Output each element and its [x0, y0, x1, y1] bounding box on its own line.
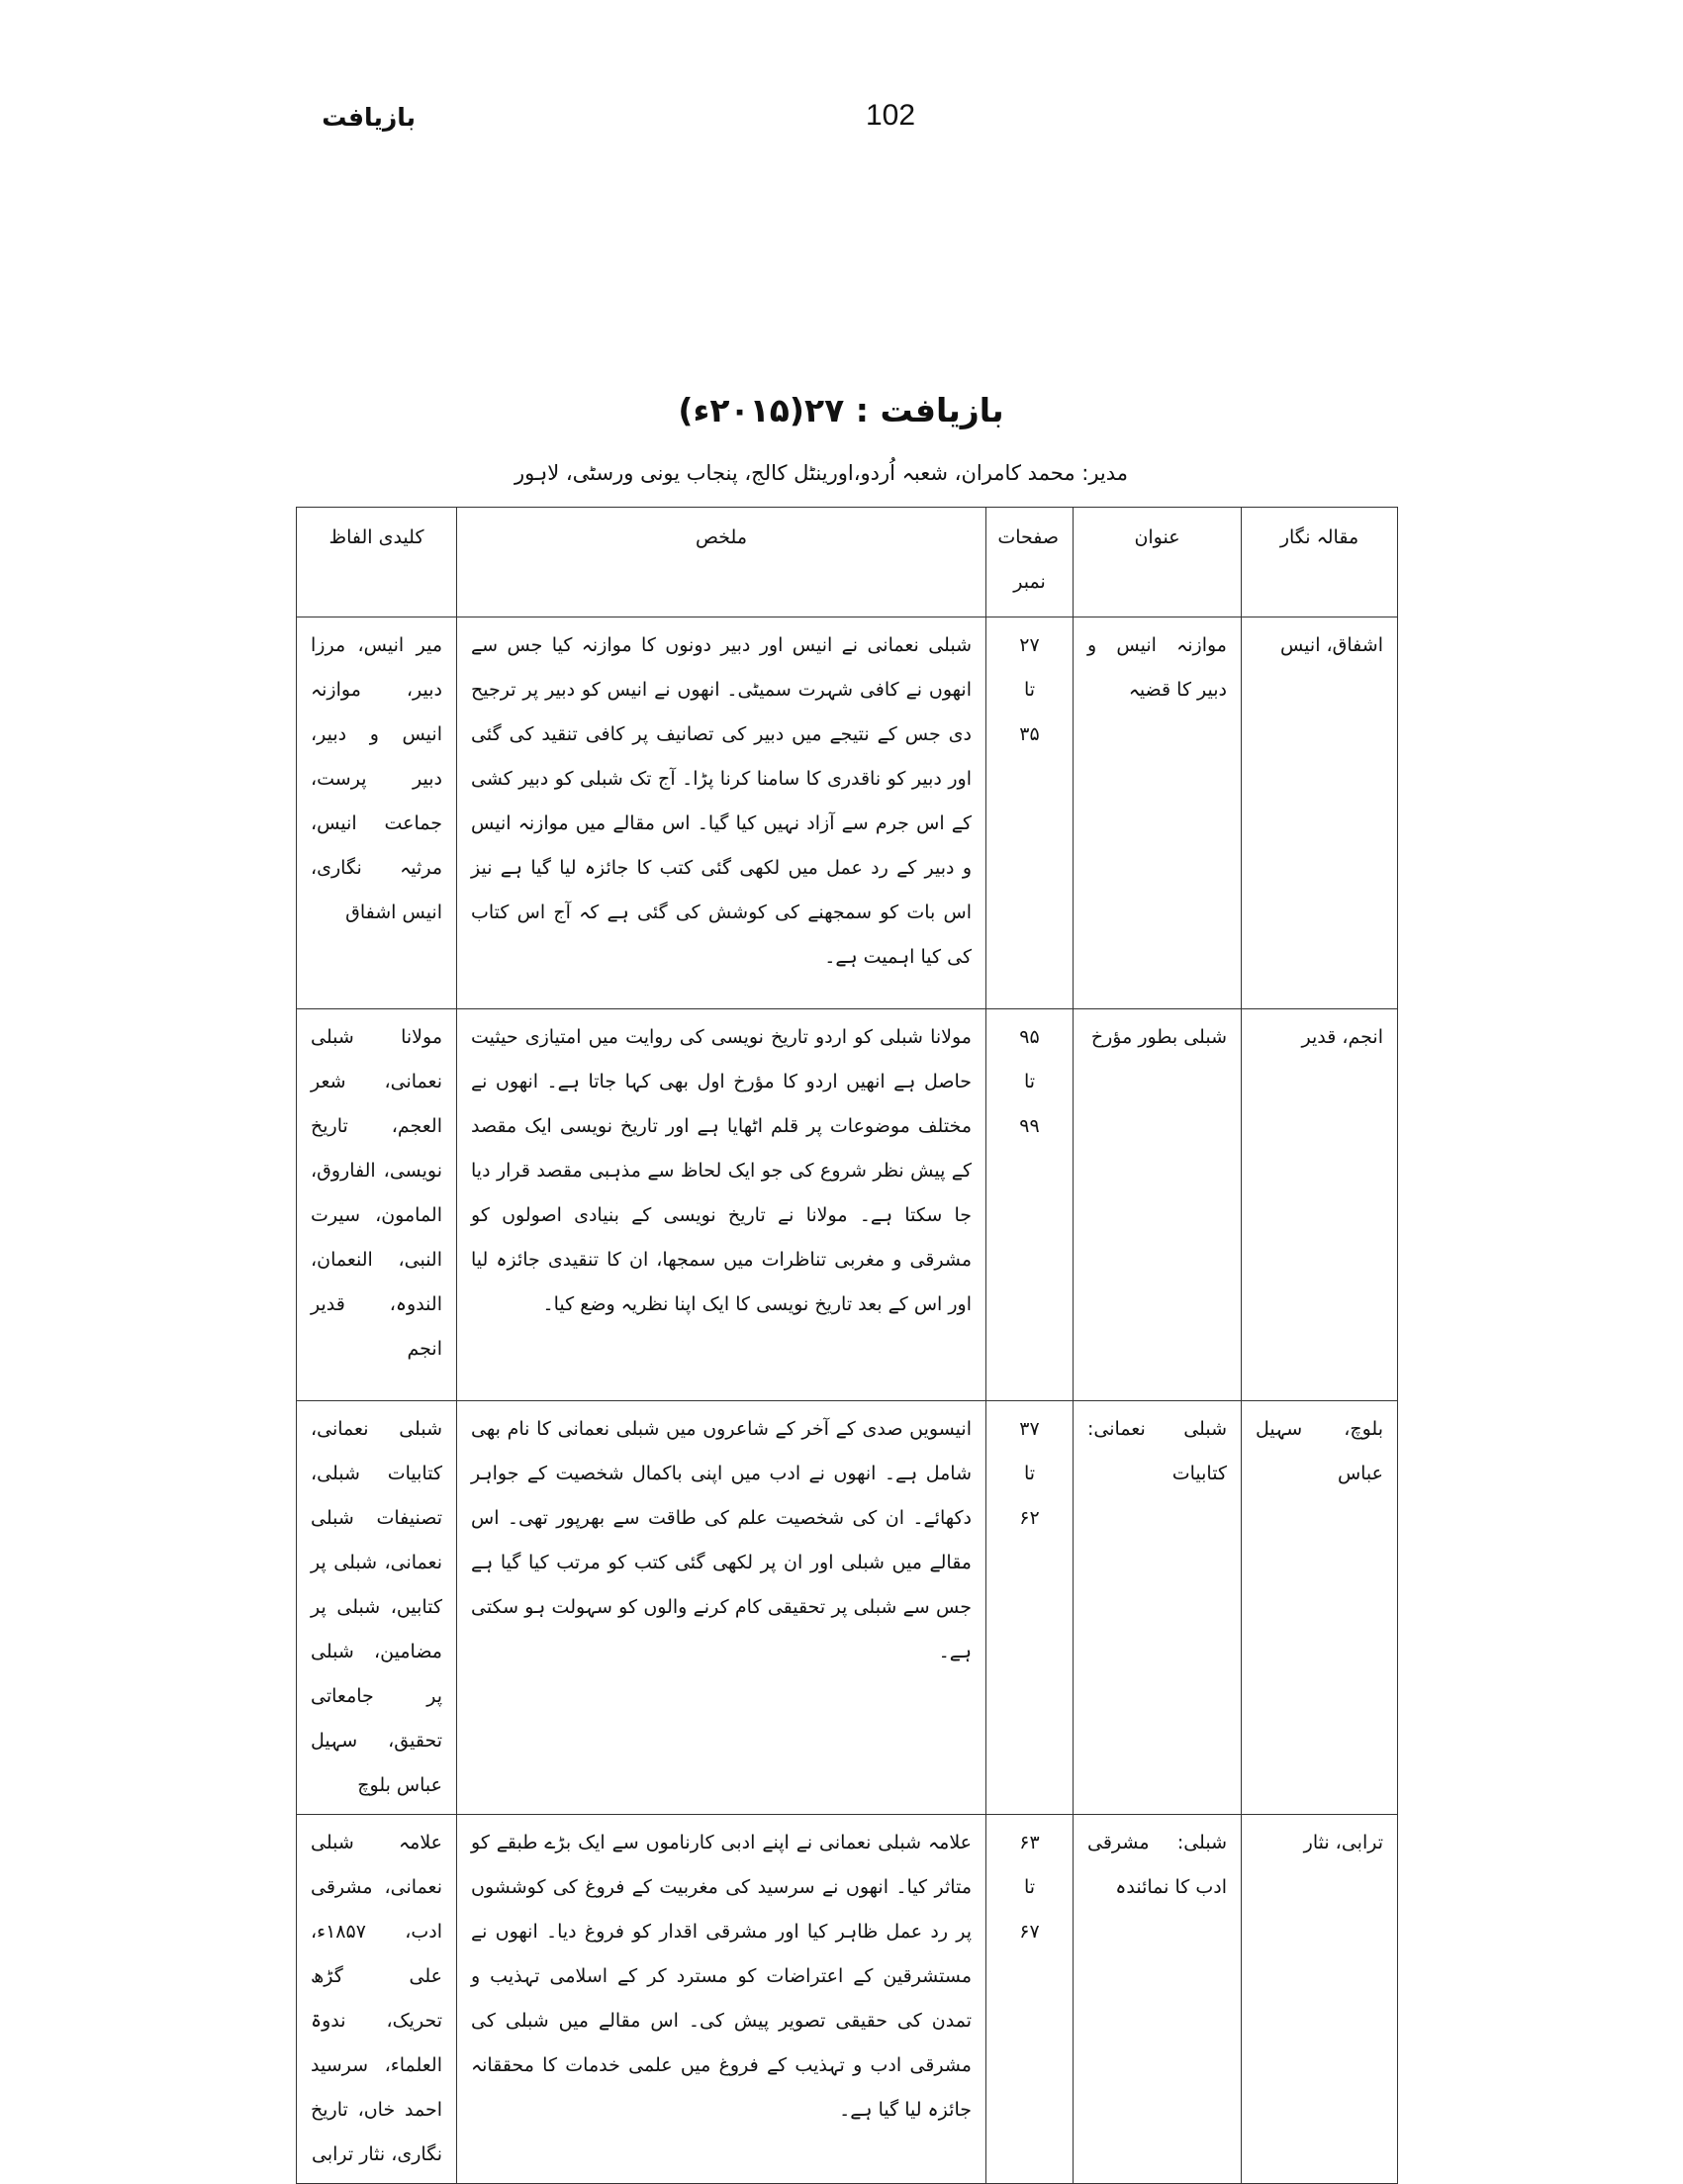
header-keywords: کلیدی الفاظ [297, 508, 457, 617]
cell-author: بلوچ، سہیل عباس [1242, 1401, 1398, 1815]
header-summary: ملخص [457, 508, 986, 617]
header-title: عنوان [1074, 508, 1242, 617]
page-range-separator: تا [1023, 1876, 1036, 1898]
table-row [297, 617, 1398, 1009]
page-range-separator: تا [1023, 1463, 1036, 1484]
table-row [297, 1401, 1398, 1815]
cell-pages [986, 617, 1074, 1009]
page-start: ۶۳ [1019, 1832, 1040, 1853]
cell-keywords: مولانا شبلی نعمانی، شعر العجم، تاریخ نویسی، الفاروق، المامون، سیرت النبی، النعمان، الندوہ، قدیر انجم [297, 1009, 457, 1401]
article-index-table [296, 507, 1398, 2184]
cell-keywords: میر انیس، مرزا دبیر، موازنہ انیس و دبیر، دبیر پرست، جماعت انیس، مرثیہ نگاری، انیس اشفاق [297, 617, 457, 1009]
page-start: ۲۷ [1019, 634, 1040, 656]
cell-title: شبلی: مشرقی ادب کا نمائندہ [1074, 1815, 1242, 2184]
table-header-row [297, 508, 1398, 617]
table-row [297, 1009, 1398, 1401]
header-pages: صفحات نمبر [986, 508, 1074, 617]
cell-pages [986, 1009, 1074, 1401]
header-author: مقالہ نگار [1242, 508, 1398, 617]
running-header-journal-name: بازیافت [322, 103, 416, 132]
page-end: ۶۷ [1019, 1921, 1040, 1943]
cell-author: انجم، قدیر [1242, 1009, 1398, 1401]
page-number: 102 [865, 99, 916, 132]
cell-summary: علامہ شبلی نعمانی نے اپنے ادبی کارناموں سے ایک بڑے طبقے کو متاثر کیا۔ انھوں نے سرسید کی مغربیت کے فروغ کی کوششوں پر رد عمل ظاہر کیا اور مشرقی اقدار کو فروغ دیا۔ انھوں نے مستشرقین کے اعتراضات کو مسترد کر کے اسلامی تہذیب و تمدن کی حقیقی تصویر پیش کی۔ اس مقالے میں شبلی کی مشرقی ادب و تہذیب کے فروغ میں علمی خدمات کا محققانہ جائزہ لیا گیا ہے۔ [457, 1815, 986, 2184]
cell-summary: انیسویں صدی کے آخر کے شاعروں میں شبلی نعمانی کا نام بھی شامل ہے۔ انھوں نے ادب میں اپنی باکمال شخصیت کے جواہر دکھائے۔ ان کی شخصیت علم کی طاقت سے بھرپور تھی۔ اس مقالے میں شبلی اور ان پر لکھی گئی کتب کو مرتب کیا گیا ہے جس سے شبلی پر تحقیقی کام کرنے والوں کو سہولت ہو سکتی ہے۔ [457, 1401, 986, 1815]
page-range-separator: تا [1023, 679, 1036, 701]
page-start: ۳۷ [1019, 1418, 1040, 1440]
page-end: ۹۹ [1019, 1115, 1040, 1137]
cell-pages [986, 1815, 1074, 2184]
cell-author: اشفاق، انیس [1242, 617, 1398, 1009]
issue-title: بازیافت : ۲۷(۲۰۱۵ء) [678, 391, 1004, 429]
cell-pages [986, 1401, 1074, 1815]
editor-line: مدیر: محمد کامران، شعبہ اُردو،اورینٹل کالج، پنجاب یونی ورسٹی، لاہور [514, 461, 1129, 485]
table-row [297, 1815, 1398, 2184]
cell-keywords: شبلی نعمانی، کتابیات شبلی، تصنیفات شبلی نعمانی، شبلی پر کتابیں، شبلی پر مضامین، شبلی پر جامعاتی تحقیق، سہیل عباس بلوچ [297, 1401, 457, 1815]
page-end: ۶۲ [1019, 1507, 1040, 1529]
page-end: ۳۵ [1019, 723, 1040, 745]
cell-keywords: علامہ شبلی نعمانی، مشرقی ادب، ۱۸۵۷ء، علی گڑھ تحریک، ندوۃ العلماء، سرسید احمد خاں، تاریخ نگاری، نثار ترابی [297, 1815, 457, 2184]
page-start: ۹۵ [1019, 1026, 1040, 1048]
cell-summary: شبلی نعمانی نے انیس اور دبیر دونوں کا موازنہ کیا جس سے انھوں نے کافی شہرت سمیٹی۔ انھوں نے انیس کو دبیر پر ترجیح دی جس کے نتیجے میں دبیر کی تصانیف پر کافی تنقید کی گئی اور دبیر کو ناقدری کا سامنا کرنا پڑا۔ آج تک شبلی کو دبیر کشی کے اس جرم سے آزاد نہیں کیا گیا۔ اس مقالے میں موازنہ انیس و دبیر کے رد عمل میں لکھی گئی کتب کا جائزہ لیا گیا ہے نیز اس بات کو سمجھنے کی کوشش کی گئی ہے کہ آج اس کتاب کی کیا اہمیت ہے۔ [457, 617, 986, 1009]
page-range-separator: تا [1023, 1071, 1036, 1092]
cell-title: موازنہ انیس و دبیر کا قضیہ [1074, 617, 1242, 1009]
cell-summary: مولانا شبلی کو اردو تاریخ نویسی کی روایت میں امتیازی حیثیت حاصل ہے انھیں اردو کا مؤرخ اول بھی کہا جاتا ہے۔ انھوں نے مختلف موضوعات پر قلم اٹھایا ہے اور تاریخ نویسی ایک مقصد کے پیش نظر شروع کی جو ایک لحاظ سے مذہبی مقصد قرار دیا جا سکتا ہے۔ مولانا نے تاریخ نویسی کے بنیادی اصولوں کو مشرقی و مغربی تناظرات میں سمجھا، ان کا تنقیدی جائزہ لیا اور اس کے بعد تاریخ نویسی کا ایک اپنا نظریہ وضع کیا۔ [457, 1009, 986, 1401]
cell-author: ترابی، نثار [1242, 1815, 1398, 2184]
cell-title: شبلی بطور مؤرخ [1074, 1009, 1242, 1401]
cell-title: شبلی نعمانی: کتابیات [1074, 1401, 1242, 1815]
